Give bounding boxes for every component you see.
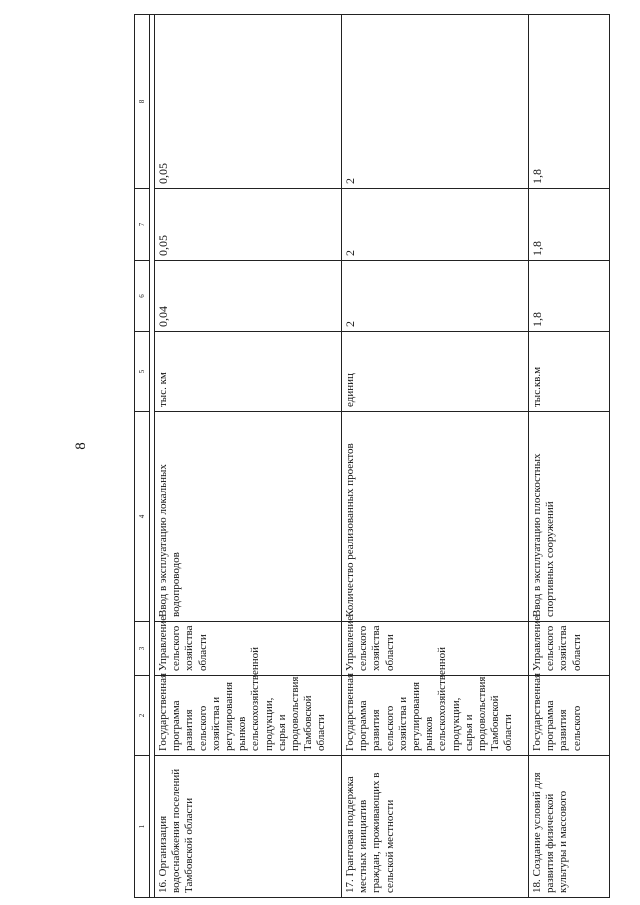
indicators-table [134, 14, 610, 898]
value-cell-7: 0,05 [155, 189, 342, 261]
event-cell: 18. Создание условий для развития физической культуры и массового [529, 756, 610, 898]
header-cell: 6 [135, 261, 150, 332]
rotated-table-container [134, 15, 614, 898]
unit-cell: тыс. км [155, 332, 342, 412]
executor-cell: Управление сельского хозяйства области [155, 622, 342, 676]
indicator-cell: Ввод в эксплуатацию локальных водопроводов [155, 412, 342, 622]
program-cell: Государственная программа развития сельского хозяйства и регулирования рынков сельскохозяйственной продукции, сырья и продовольствия Тамбовской области [342, 676, 529, 756]
table-row [155, 15, 342, 898]
header-cell: 3 [135, 622, 150, 676]
table-row [342, 15, 529, 898]
value-cell-6: 2 [342, 261, 529, 332]
value-cell-8: 2 [342, 15, 529, 189]
unit-cell: единиц [342, 332, 529, 412]
header-cell: 4 [135, 412, 150, 622]
table-row [529, 15, 610, 898]
header-cell: 5 [135, 332, 150, 412]
indicator-cell: Количество реализованных проектов [342, 412, 529, 622]
value-cell-6: 0,04 [155, 261, 342, 332]
header-row [135, 15, 150, 898]
value-cell-7: 2 [342, 189, 529, 261]
value-cell-8: 1,8 [529, 15, 610, 189]
event-cell: 17. Грантовая поддержка местных инициатив граждан, проживающих в сельской местности [342, 756, 529, 898]
value-cell-8: 0,05 [155, 15, 342, 189]
indicator-cell: Ввод в эксплуатацию плоскостных спортивных сооружений [529, 412, 610, 622]
unit-cell: тыс.кв.м [529, 332, 610, 412]
header-cell: 2 [135, 676, 150, 756]
header-cell: 8 [135, 15, 150, 189]
executor-cell: Управление сельского хозяйства области [342, 622, 529, 676]
header-cell: 7 [135, 189, 150, 261]
program-cell: Государственная программа развития сельского [529, 676, 610, 756]
value-cell-7: 1,8 [529, 189, 610, 261]
event-cell: 16. Организация водоснабжения поселений Тамбовской области [155, 756, 342, 898]
page-number: 8 [73, 442, 89, 450]
header-cell: 1 [135, 756, 150, 898]
value-cell-6: 1,8 [529, 261, 610, 332]
program-cell: Государственная программа развития сельского хозяйства и регулирования рынков сельскохозяйственной продукции, сырья и продовольствия Тамбовской области [155, 676, 342, 756]
executor-cell: Управление сельского хозяйства области [529, 622, 610, 676]
